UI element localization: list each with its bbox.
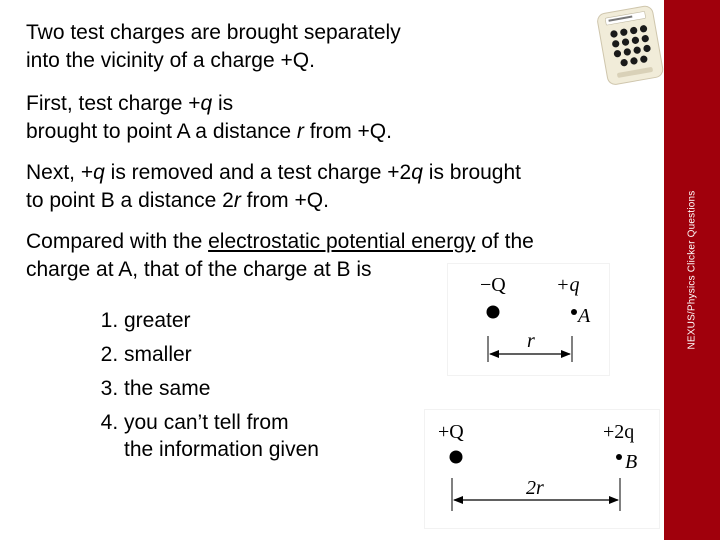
intro-line-1: Two test charges are brought separately — [26, 21, 401, 44]
test-charge-label: +2q — [603, 421, 635, 443]
source-charge-label: −Q — [480, 274, 506, 296]
diagram-b — [425, 410, 659, 528]
arrowhead-left — [489, 350, 499, 358]
question-intro — [26, 19, 496, 75]
first-step-text: First, test charge +q is brought to point A a distance r from +Q. — [26, 92, 392, 143]
source-charge-dot — [450, 451, 463, 464]
point-b-label: B — [625, 451, 638, 473]
next-step-text: Next, +q is removed and a test charge +2q is brought to point B a distance 2r from +Q. — [26, 161, 521, 212]
answer-option-4: 4. you can’t tell from the information given — [124, 406, 394, 464]
figure-point-a — [448, 264, 609, 375]
answer-options — [100, 304, 394, 464]
point-a-dot — [571, 309, 577, 315]
point-a-label: A — [578, 305, 591, 327]
source-charge-label: +Q — [438, 421, 464, 443]
answer-option-2: 2. smaller — [124, 338, 394, 372]
answer-option-3: 3. the same — [124, 372, 394, 406]
arrowhead-right — [609, 496, 619, 504]
underlined-term: electrostatic potential energy — [208, 230, 476, 253]
distance-label: r — [527, 330, 535, 352]
arrowhead-right — [561, 350, 571, 358]
point-b-dot — [616, 454, 622, 460]
answer-option-1: 1. greater — [124, 304, 394, 338]
arrowhead-left — [453, 496, 463, 504]
diagram-a — [448, 264, 609, 375]
comparison-question: Compared with the electrostatic potential energy of the charge at A, that of the charge at B is — [26, 230, 534, 281]
test-charge-label: +q — [556, 274, 580, 296]
source-charge-dot — [487, 306, 500, 319]
clicker-remote-icon — [592, 3, 672, 90]
intro-line-2: into the vicinity of a charge +Q. — [26, 49, 315, 72]
sidebar-label: NEXUS/Physics Clicker Questions — [686, 190, 698, 350]
figure-point-b — [425, 410, 659, 528]
distance-label: 2r — [526, 477, 544, 499]
